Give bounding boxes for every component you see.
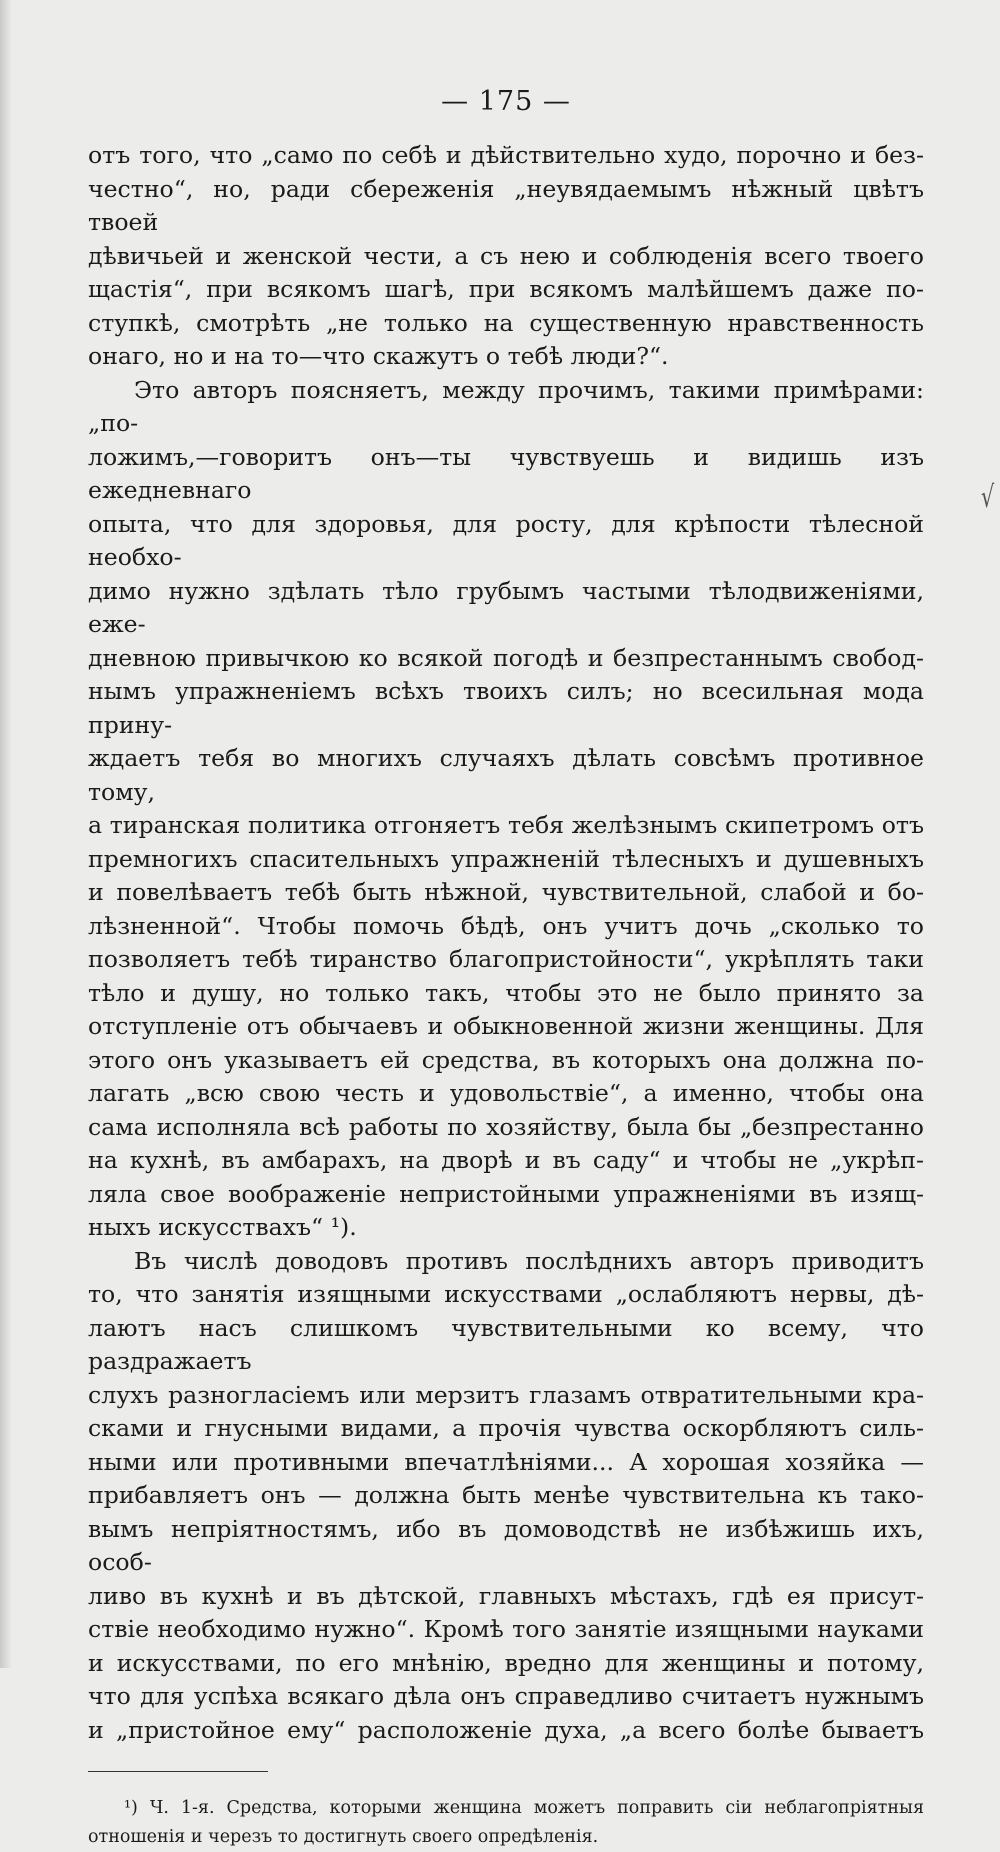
text-line: слухъ разногласіемъ или мерзитъ глазамъ отвратительными кра- <box>88 1380 924 1409</box>
paragraph <box>88 139 924 374</box>
text-line: вымъ непріятностямъ, ибо въ домоводствѣ не избѣжишь ихъ, особ- <box>88 1514 924 1576</box>
text-line: на кухнѣ, въ амбарахъ, на дворѣ и въ саду“ и чтобы не „укрѣп- <box>88 1146 924 1174</box>
text-line: то, что занятія изящными искусствами „ослабляютъ нервы, дѣ- <box>88 1280 924 1308</box>
text-line: дѣвичьей и женской чести, а съ нею и соблюденія всего твоего <box>88 241 924 270</box>
text-line: и искусствами, по его мнѣнію, вредно для женщины и потому, <box>88 1648 924 1677</box>
text-line: онаго, но и на то—что скажутъ о тебѣ люди?“. <box>88 342 669 370</box>
text-line: лѣзненной“. Чтобы помочь бѣдѣ, онъ учитъ дочь „сколько то <box>88 911 924 940</box>
text-line: лагать „всю свою честь и удовольствіе“, а именно, чтобы она <box>88 1079 924 1107</box>
text-line: димо нужно здѣлать тѣло грубымъ частыми тѣлодвиженіями, еже- <box>88 576 924 638</box>
text-line: ждаетъ тебя во многихъ случаяхъ дѣлать совсѣмъ противное тому, <box>88 744 924 806</box>
text-line: ляла свое воображеніе непристойными упражненіями въ изящ- <box>88 1179 924 1208</box>
text-line: этого онъ указываетъ ей средства, въ которыхъ она должна по- <box>88 1045 924 1074</box>
text-line: сама исполняла всѣ работы по хозяйству, была бы „безпрестанно <box>88 1112 924 1141</box>
margin-checkmark: √ <box>980 480 995 515</box>
text-line: отступленіе отъ обычаевъ и обыкновенной жизни женщины. Для <box>88 1012 924 1040</box>
text-line: Это авторъ поясняетъ, между прочимъ, такими примѣрами: „по- <box>88 375 924 437</box>
text-line: опыта, что для здоровья, для росту, для крѣпости тѣлесной необхо- <box>88 509 924 571</box>
paragraph <box>88 1245 924 1748</box>
text-line: нымъ упражненіемъ всѣхъ твоихъ силъ; но всесильная мода прину- <box>88 677 924 739</box>
text-line: и „пристойное ему“ расположеніе духа, „а всего болѣе бываетъ <box>88 1715 924 1744</box>
text-line: ложимъ,—говоритъ онъ—ты чувствуешь и видишь изъ ежедневнаго <box>88 442 924 504</box>
text-line: ступкѣ, смотрѣть „не только на существенную нравственность <box>88 308 924 337</box>
text-line: сками и гнусными видами, а прочія чувства оскорбляютъ силь- <box>88 1414 924 1442</box>
body-text <box>88 139 924 1747</box>
text-line: тѣло и душу, но только такъ, чтобы это не было принято за <box>88 978 924 1007</box>
text-line: отъ того, что „само по себѣ и дѣйствительно худо, порочно и без- <box>88 141 924 169</box>
text-line: честно“, но, ради сбереженія „неувядаемымъ нѣжный цвѣтъ твоей <box>88 174 924 236</box>
text-line: а тиранская политика отгоняетъ тебя желѣзнымъ скипетромъ отъ <box>88 811 924 839</box>
paragraph <box>88 374 924 1245</box>
text-line: что для успѣха всякаго дѣла онъ справедливо считаетъ нужнымъ <box>88 1682 924 1710</box>
text-line: ствіе необходимо нужно“. Кромѣ того занятіе изящными науками <box>88 1615 924 1643</box>
text-line: позволяетъ тебѣ тиранство благопристойности“, укрѣплять таки <box>88 945 924 973</box>
text-line: лаютъ насъ слишкомъ чувствительными ко всему, что раздражаетъ <box>88 1313 924 1375</box>
footnote-rule <box>88 1771 268 1772</box>
text-line: щастія“, при всякомъ шагѣ, при всякомъ малѣйшемъ даже по- <box>88 275 924 303</box>
text-line: Въ числѣ доводовъ противъ послѣднихъ авторъ приводитъ <box>134 1246 924 1275</box>
footnote-line: отношенія и черезъ то достигнуть своего опредѣленія. <box>88 1827 599 1847</box>
text-line: ными или противными впечатлѣніями... А хорошая хозяйка — <box>88 1447 924 1476</box>
footnote <box>88 1794 924 1852</box>
text-line: и повелѣваетъ тебѣ быть нѣжной, чувствительной, слабой и бо- <box>88 878 924 906</box>
text-line: прибавляетъ онъ — должна быть менѣе чувствительна къ тако- <box>88 1481 924 1509</box>
text-line: дневною привычкою ко всякой погодѣ и безпрестаннымъ свобод- <box>88 643 924 672</box>
text-line: ныхъ искусствахъ“ ¹). <box>88 1213 357 1241</box>
page-number: — 175 — <box>441 86 571 117</box>
text-line: премногихъ спасительныхъ упражненій тѣлесныхъ и душевныхъ <box>88 844 924 873</box>
scan-edge-shadow <box>0 0 12 1668</box>
text-line: ливо въ кухнѣ и въ дѣтской, главныхъ мѣстахъ, гдѣ ея присут- <box>88 1581 924 1610</box>
footnote-line: ¹) Ч. 1-я. Средства, которыми женщина можетъ поправить сіи неблагопріятныя <box>124 1798 924 1818</box>
book-page <box>88 86 924 1852</box>
